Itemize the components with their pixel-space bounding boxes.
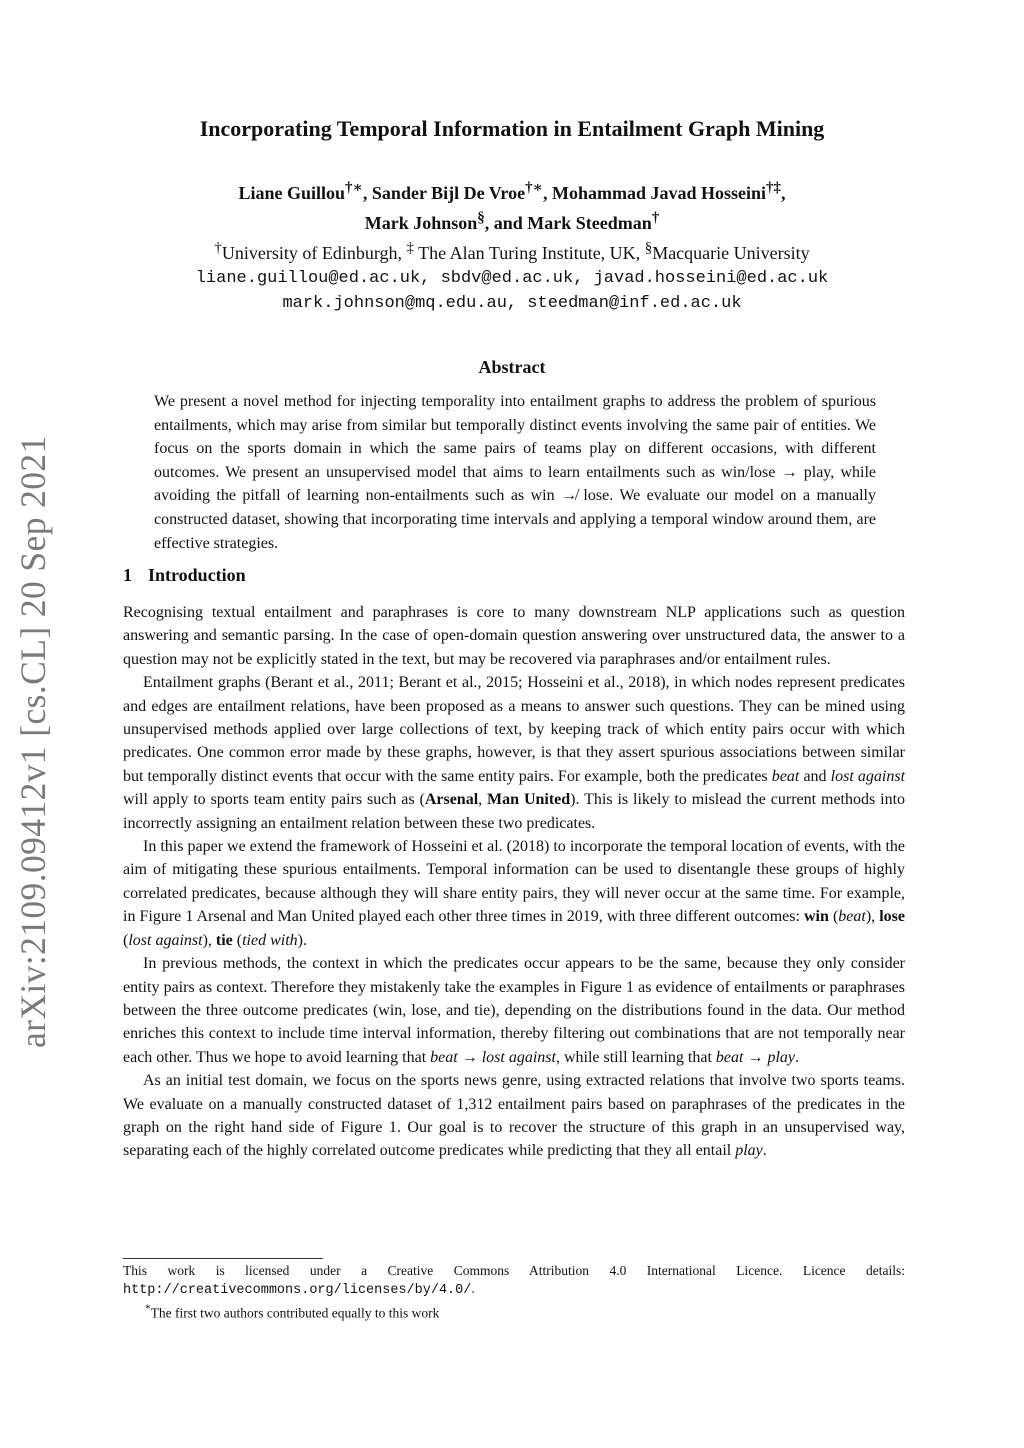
author-name: Sander Bijl De Vroe: [371, 183, 526, 203]
equal-contribution-footnote: [123, 1300, 905, 1323]
author-emails-line2[interactable]: mark.johnson@mq.edu.au, steedman@inf.ed.ac.uk: [282, 294, 742, 313]
footnote-text: The first two authors contributed equally to this work: [150, 1305, 440, 1321]
affiliation-mark: §: [644, 240, 653, 256]
italic-term: lost against: [830, 767, 906, 785]
author-mark: §: [477, 210, 485, 226]
footnotes: [123, 1262, 905, 1323]
abstract-heading: Abstract: [478, 357, 546, 377]
italic-term: beat: [838, 908, 866, 926]
paragraph: [123, 671, 905, 835]
section-title: Introduction: [148, 565, 246, 585]
author-mark: †‡: [766, 180, 781, 196]
bold-term: Arsenal: [424, 791, 479, 809]
author-name: Mark Steedman: [527, 213, 652, 233]
text-run: In previous methods, the context in which the predicates occur appears to be the same, because they only consider entity pairs as context. Therefore they mistakenly take the examples in Figure 1 as evidence of entailments or paraphrases between the three outcome predicates (win, lose, and tie), depending on the distributions found in the data. Our method enriches this context to include time interval information, thereby filtering out combinations that are not temporally near each other. Thus we hope to avoid learning that: [123, 955, 905, 1066]
italic-term: lost against: [128, 931, 203, 949]
text-run: will apply to sports team entity pairs such as (: [123, 791, 425, 809]
text-run: In this paper we extend the framework of Hosseini et al. (2018) to incorporate the temporal location of events, with the aim of mitigating these spurious entailments. Temporal information can be used to disentangle these groups of highly correlated predicates, because although they will share entity pairs, they will never occur at the same time. For example, in Figure 1 Arsenal and Man United played each other three times in 2019, with three different outcomes:: [123, 838, 905, 926]
affiliation: Macquarie University: [652, 243, 810, 263]
text-run: As an initial test domain, we focus on the sports news genre, using extracted relations that involve two sports teams. We evaluate on a manually constructed dataset of 1,312 entailment pairs based on paraphrases of the predicates in the graph on the right hand side of Figure 1. Our goal is to recover the structure of this graph in an unsupervised way, separating each of the highly correlated outcome predicates while predicting that they all entail: [123, 1072, 905, 1160]
licence-link[interactable]: http://creativecommons.org/licenses/by/4.0/: [123, 1283, 472, 1298]
footnote-mark: *: [145, 1303, 151, 1315]
arxiv-identifier-stamp: arXiv:2109.09412v1 [cs.CL] 20 Sep 2021: [13, 435, 53, 1048]
author-name: Liane Guillou: [238, 183, 346, 203]
bold-term: win: [804, 908, 829, 926]
bold-term: Man United: [487, 791, 571, 809]
text-run: , while still learning that: [555, 1048, 716, 1066]
author-name: Mohammad Javad Hosseini: [551, 183, 766, 203]
italic-term: tied with: [242, 931, 298, 949]
italic-term: beat: [771, 767, 800, 785]
licence-text: This work is licensed under a Creative Commons Attribution 4.0 International Licence. Licence details:: [123, 1263, 905, 1278]
text-run: ). This is likely to mislead the current methods into incorrectly assigning an entailment relation between these two predicates.: [123, 791, 906, 832]
paragraph: Recognising textual entailment and paraphrases is core to many downstream NLP applications such as question answering and semantic parsing. In the case of open-domain question answering over unstructured data, the answer to a question may not be explicitly stated in the text, but may be recovered via paraphrases and/or entailment rules.: [123, 604, 905, 668]
paper-title: Incorporating Temporal Information in Entailment Graph Mining: [199, 116, 825, 141]
affiliation-mark: †: [214, 240, 222, 256]
section-number: 1: [123, 565, 132, 585]
author-emails-line1[interactable]: liane.guillou@ed.ac.uk, sbdv@ed.ac.uk, javad.hosseini@ed.ac.uk: [195, 269, 829, 288]
licence-footnote: [123, 1262, 905, 1300]
affiliation-mark: ‡: [406, 240, 414, 256]
text-run: .: [762, 1142, 767, 1160]
author-mark: †∗: [345, 180, 363, 196]
paragraph: [123, 1069, 905, 1163]
affiliations: [0, 236, 1024, 266]
author-names: Liane Guillou†∗, Sander Bijl De Vroe†∗, Mohammad Javad Hosseini†‡, Mark Johnson§, and Mark Steedman†: [238, 180, 786, 233]
bold-term: tie: [215, 931, 233, 949]
italic-term: beat → play: [715, 1048, 796, 1066]
author-mark: †: [651, 210, 660, 226]
author-name: Mark Johnson: [364, 213, 478, 233]
text-run: .: [471, 1281, 475, 1296]
paragraph: [123, 952, 905, 1069]
text-run: Entailment graphs (Berant et al., 2011; Berant et al., 2015; Hosseini et al., 2018), in which nodes represent predicates and edges are entailment relations, have been proposed as a means to answer such questions. They can be mined using unsupervised methods applied over large collections of text, by keeping track of which entity pairs occur with which predicates. One common error made by these graphs, however, is that they assert spurious associations between similar but temporally distinct events that occur with the same entity pairs. For example, both the predicates: [123, 674, 905, 785]
italic-term: beat → lost against: [430, 1048, 556, 1066]
text-run: ,: [478, 791, 488, 809]
text-run: and: [799, 767, 831, 785]
affiliation: University of Edinburgh,: [221, 243, 407, 263]
footnote-divider: [123, 1258, 323, 1259]
section-body: [123, 601, 905, 1163]
author-mark: †∗: [525, 180, 543, 196]
text-run: .: [795, 1048, 800, 1066]
abstract-text: We present a novel method for injecting temporality into entailment graphs to address the problem of spurious entailments, which may arise from similar but temporally distinct events involving the same pair of entities. We focus on the sports domain in which the same pairs of teams play on different occasions, with different outcomes. We present an unsupervised model that aims to learn entailments such as win/lose → play, while avoiding the pitfall of learning non-entailments such as win ↛ lose. We evaluate our model on a manually constructed dataset, showing that incorporating time intervals and applying a temporal window around them, are effective strategies.: [154, 393, 876, 552]
bold-term: lose: [879, 908, 906, 926]
section-heading: [123, 565, 246, 586]
affiliation: The Alan Turing Institute, UK,: [414, 243, 645, 263]
italic-term: play: [735, 1142, 763, 1160]
author-block: [0, 176, 1024, 316]
paragraph: In this paper we extend the framework of Hosseini et al. (2018) to incorporate the temporal location of events, with the aim of mitigating these spurious entailments. Temporal information can be used to disentangle these groups of highly correlated predicates, because although they will share entity pairs, they will never occur at the same time. For example, in Figure 1 Arsenal and Man United played each other three times in 2019, with three different outcomes: win (beat), lose (lost against), tie (tied with).: [123, 838, 906, 949]
